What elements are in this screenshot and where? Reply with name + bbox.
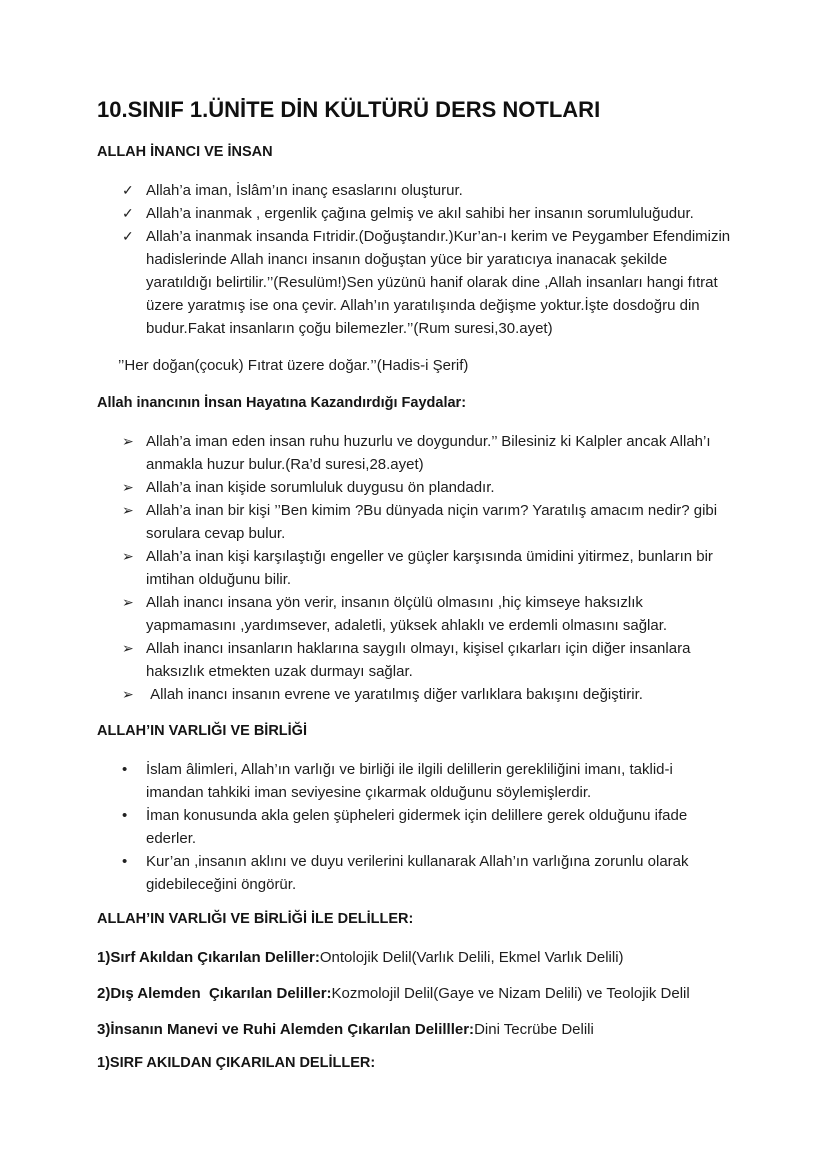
list-item-text: Allah’a inan kişi karşılaştığı engeller ve güçler karşısında ümidini yitirmez, bunların bir imtihan olduğunu bilir.	[146, 548, 718, 588]
check-bullet-icon: ✓	[122, 228, 134, 244]
section-heading-faydalar: Allah inancının İnsan Hayatına Kazandırdığı Faydalar:	[97, 395, 467, 411]
varlik-list	[97, 758, 731, 896]
delil-label: 2)Dış Alemden Çıkarılan Deliller:	[97, 985, 332, 1002]
list-item-text: Allah’a iman, İslâm’ın inanç esaslarını oluşturur.	[146, 182, 463, 199]
list-item	[122, 202, 731, 225]
list-item	[122, 179, 731, 202]
list-item-text: Allah’a inan kişide sorumluluk duygusu ön plandadır.	[146, 479, 495, 496]
arrow-bullet-icon: ➢	[122, 594, 134, 610]
delil-line-1	[97, 946, 731, 969]
arrow-bullet-icon: ➢	[122, 433, 134, 449]
check-bullet-icon: ✓	[122, 182, 134, 198]
list-item	[122, 637, 731, 683]
list-item-text: İman konusunda akla gelen şüpheleri gidermek için delillere gerek olduğunu ifade ederler.	[146, 807, 692, 847]
list-item-text: İslam âlimleri, Allah’ın varlığı ve birliği ile ilgili delillerin gerekliliğini imanı, taklid-i imandan tahkiki iman seviyesine çıkarmak olduğunu söylemişlerdir.	[146, 761, 678, 801]
list-item	[122, 225, 735, 340]
list-item-text: Allah inancı insanın evrene ve yaratılmış diğer varlıklara bakışını değiştirir.	[146, 686, 643, 703]
delil-definitions	[97, 946, 731, 1041]
dot-bullet-icon: •	[122, 761, 128, 778]
list-item-text: Allah’a iman eden insan ruhu huzurlu ve doygundur.’’ Bilesiniz ki Kalpler ancak Allah’ı anmakla huzur bulur.(Ra’d suresi,28.ayet)	[146, 433, 715, 473]
delil-line-3	[97, 1018, 731, 1041]
list-item	[122, 683, 731, 706]
section-heading-varlik-birlik: ALLAH’IN VARLIĞI VE BİRLİĞİ	[97, 723, 307, 739]
list-item-text: Allah’a inan bir kişi ’’Ben kimim ?Bu dünyada niçin varım? Yaratılış amacım nedir? gibi sorulara cevap bulur.	[146, 502, 722, 542]
list-item	[122, 499, 731, 545]
list-item	[122, 476, 731, 499]
delil-value: Dini Tecrübe Delili	[474, 1021, 594, 1038]
check-list	[97, 179, 735, 340]
arrow-bullet-icon: ➢	[122, 640, 134, 656]
arrow-bullet-icon: ➢	[122, 479, 134, 495]
dot-bullet-icon: •	[122, 807, 128, 824]
list-item	[122, 850, 731, 896]
benefits-list	[97, 430, 731, 706]
check-bullet-icon: ✓	[122, 205, 134, 221]
list-item	[122, 430, 731, 476]
list-item-text: Allah inancı insanların haklarına saygılı olmayı, kişisel çıkarları için diğer insanlara haksızlık etmekten uzak durmayı sağlar.	[146, 640, 695, 680]
section-heading-allah-inanci: ALLAH İNANCI VE İNSAN	[97, 144, 273, 160]
section-heading-deliller: ALLAH’IN VARLIĞI VE BİRLİĞİ İLE DELİLLER:	[97, 911, 414, 927]
list-item	[122, 545, 731, 591]
arrow-bullet-icon: ➢	[122, 502, 134, 518]
list-item-text: Allah inancı insana yön verir, insanın ölçülü olmasını ,hiç kimseye haksızlık yapmamasını ,yardımsever, adaletli, yüksek ahlaklı ve erdemli olmasını sağlar.	[146, 594, 668, 634]
section-heading-sirf-akildan: 1)SIRF AKILDAN ÇIKARILAN DELİLLER:	[97, 1055, 376, 1071]
delil-line-2	[97, 982, 731, 1005]
list-item	[122, 591, 731, 637]
arrow-bullet-icon: ➢	[122, 548, 134, 564]
list-item	[122, 758, 731, 804]
delil-value: Kozmolojil Delil(Gaye ve Nizam Delili) ve Teolojik Delil	[331, 985, 690, 1002]
list-item	[122, 804, 731, 850]
list-item-text: Allah’a inanmak , ergenlik çağına gelmiş ve akıl sahibi her insanın sorumluluğudur.	[146, 205, 694, 222]
document-title: 10.SINIF 1.ÜNİTE DİN KÜLTÜRÜ DERS NOTLARI	[97, 97, 601, 122]
list-item-text: Allah’a inanmak insanda Fıtridir.(Doğuştandır.)Kur’an-ı kerim ve Peygamber Efendimizin hadislerinde Allah inancı insanın doğuştan yüce bir yaratıcıya inanacak şekilde yaratıldığı belirtilir.’’(Resulüm!)Sen yüzünü hanif olarak dine ,Allah insanları hangi fıtrat üzere yaratmış ise ona çevir. Allah’ın yaratılışında değişme yoktur.İşte dosdoğru din budur.Fakat insanların çoğu bilemezler.’’(Rum suresi,30.ayet)	[146, 228, 735, 337]
dot-bullet-icon: •	[122, 853, 128, 870]
hadis-quote: ’’Her doğan(çocuk) Fıtrat üzere doğar.’’(Hadis-i Şerif)	[118, 357, 469, 374]
delil-label: 3)İnsanın Manevi ve Ruhi Alemden Çıkarılan Delilller:	[97, 1021, 475, 1038]
delil-label: 1)Sırf Akıldan Çıkarılan Deliller:	[97, 949, 320, 966]
arrow-bullet-icon: ➢	[122, 686, 134, 702]
list-item-text: Kur’an ,insanın aklını ve duyu verilerini kullanarak Allah’ın varlığına zorunlu olarak gidebileceğini öngörür.	[146, 853, 693, 893]
delil-value: Ontolojik Delil(Varlık Delili, Ekmel Varlık Delili)	[319, 949, 624, 966]
